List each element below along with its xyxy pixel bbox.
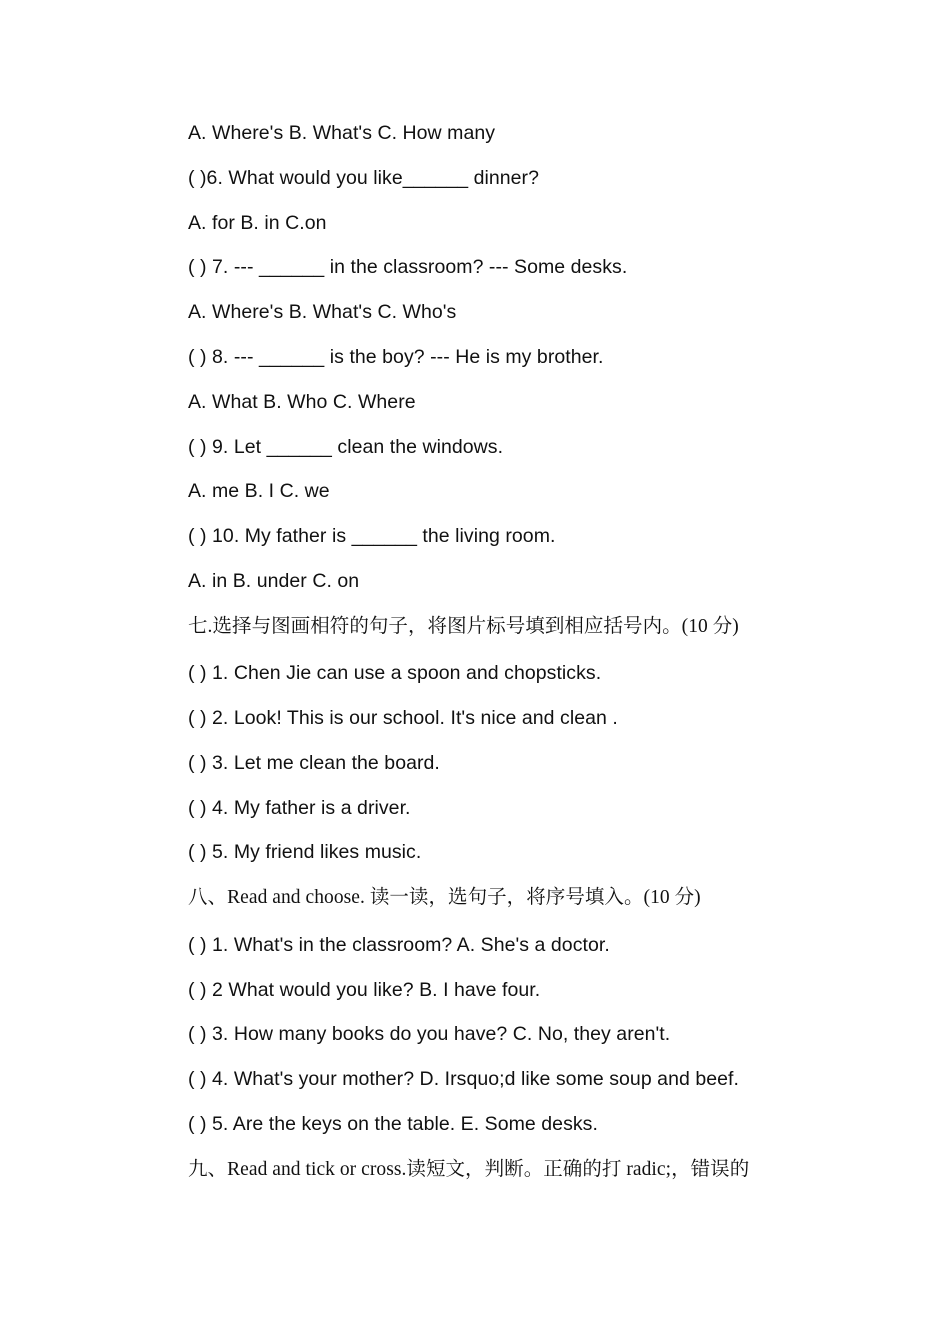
section-7-item-2: ( ) 2. Look! This is our school. It's nice and clean . [188, 707, 618, 730]
section-8-heading: 八、Read and choose. 读一读，选句子，将序号填入。(10 分) [188, 887, 701, 909]
question-8: ( ) 8. --- ______ is the boy? --- He is my brother. [188, 345, 604, 368]
section-8-item-5: ( ) 5. Are the keys on the table. E. Some desks. [188, 1112, 598, 1135]
section-7-item-3: ( ) 3. Let me clean the board. [188, 751, 440, 774]
question-6: ( )6. What would you like______ dinner? [188, 166, 539, 189]
answer-options-q8: A. What B. Who C. Where [188, 390, 416, 413]
section-7-item-4: ( ) 4. My father is a driver. [188, 796, 411, 819]
answer-options-q10: A. in B. under C. on [188, 569, 360, 592]
question-9: ( ) 9. Let ______ clean the windows. [188, 435, 504, 458]
section-8-item-1: ( ) 1. What's in the classroom? A. She's a doctor. [188, 933, 610, 956]
section-8-item-3: ( ) 3. How many books do you have? C. No, they aren't. [188, 1023, 671, 1046]
question-10: ( ) 10. My father is ______ the living room. [188, 525, 556, 548]
section-9-heading: 九、Read and tick or cross.读短文，判断。正确的打 radic;，错误的 [188, 1158, 750, 1180]
section-8-item-2: ( ) 2 What would you like? B. I have four. [188, 978, 541, 1001]
answer-options-q9: A. me B. I C. we [188, 480, 330, 503]
question-7: ( ) 7. --- ______ in the classroom? --- Some desks. [188, 256, 628, 279]
section-7-item-5: ( ) 5. My friend likes music. [188, 841, 422, 864]
answer-options-q5: A. Where's B. What's C. How many [188, 122, 496, 144]
answer-options-q7: A. Where's B. What's C. Who's [188, 301, 457, 324]
answer-options-q6: A. for B. in C.on [188, 211, 327, 234]
section-7-heading: 七.选择与图画相符的句子，将图片标号填到相应括号内。(10 分) [188, 615, 739, 637]
section-8-item-4: ( ) 4. What's your mother? D. Irsquo;d like some soup and beef. [188, 1068, 739, 1091]
document-body [188, 118, 828, 1201]
section-7-item-1: ( ) 1. Chen Jie can use a spoon and chopsticks. [188, 662, 602, 685]
